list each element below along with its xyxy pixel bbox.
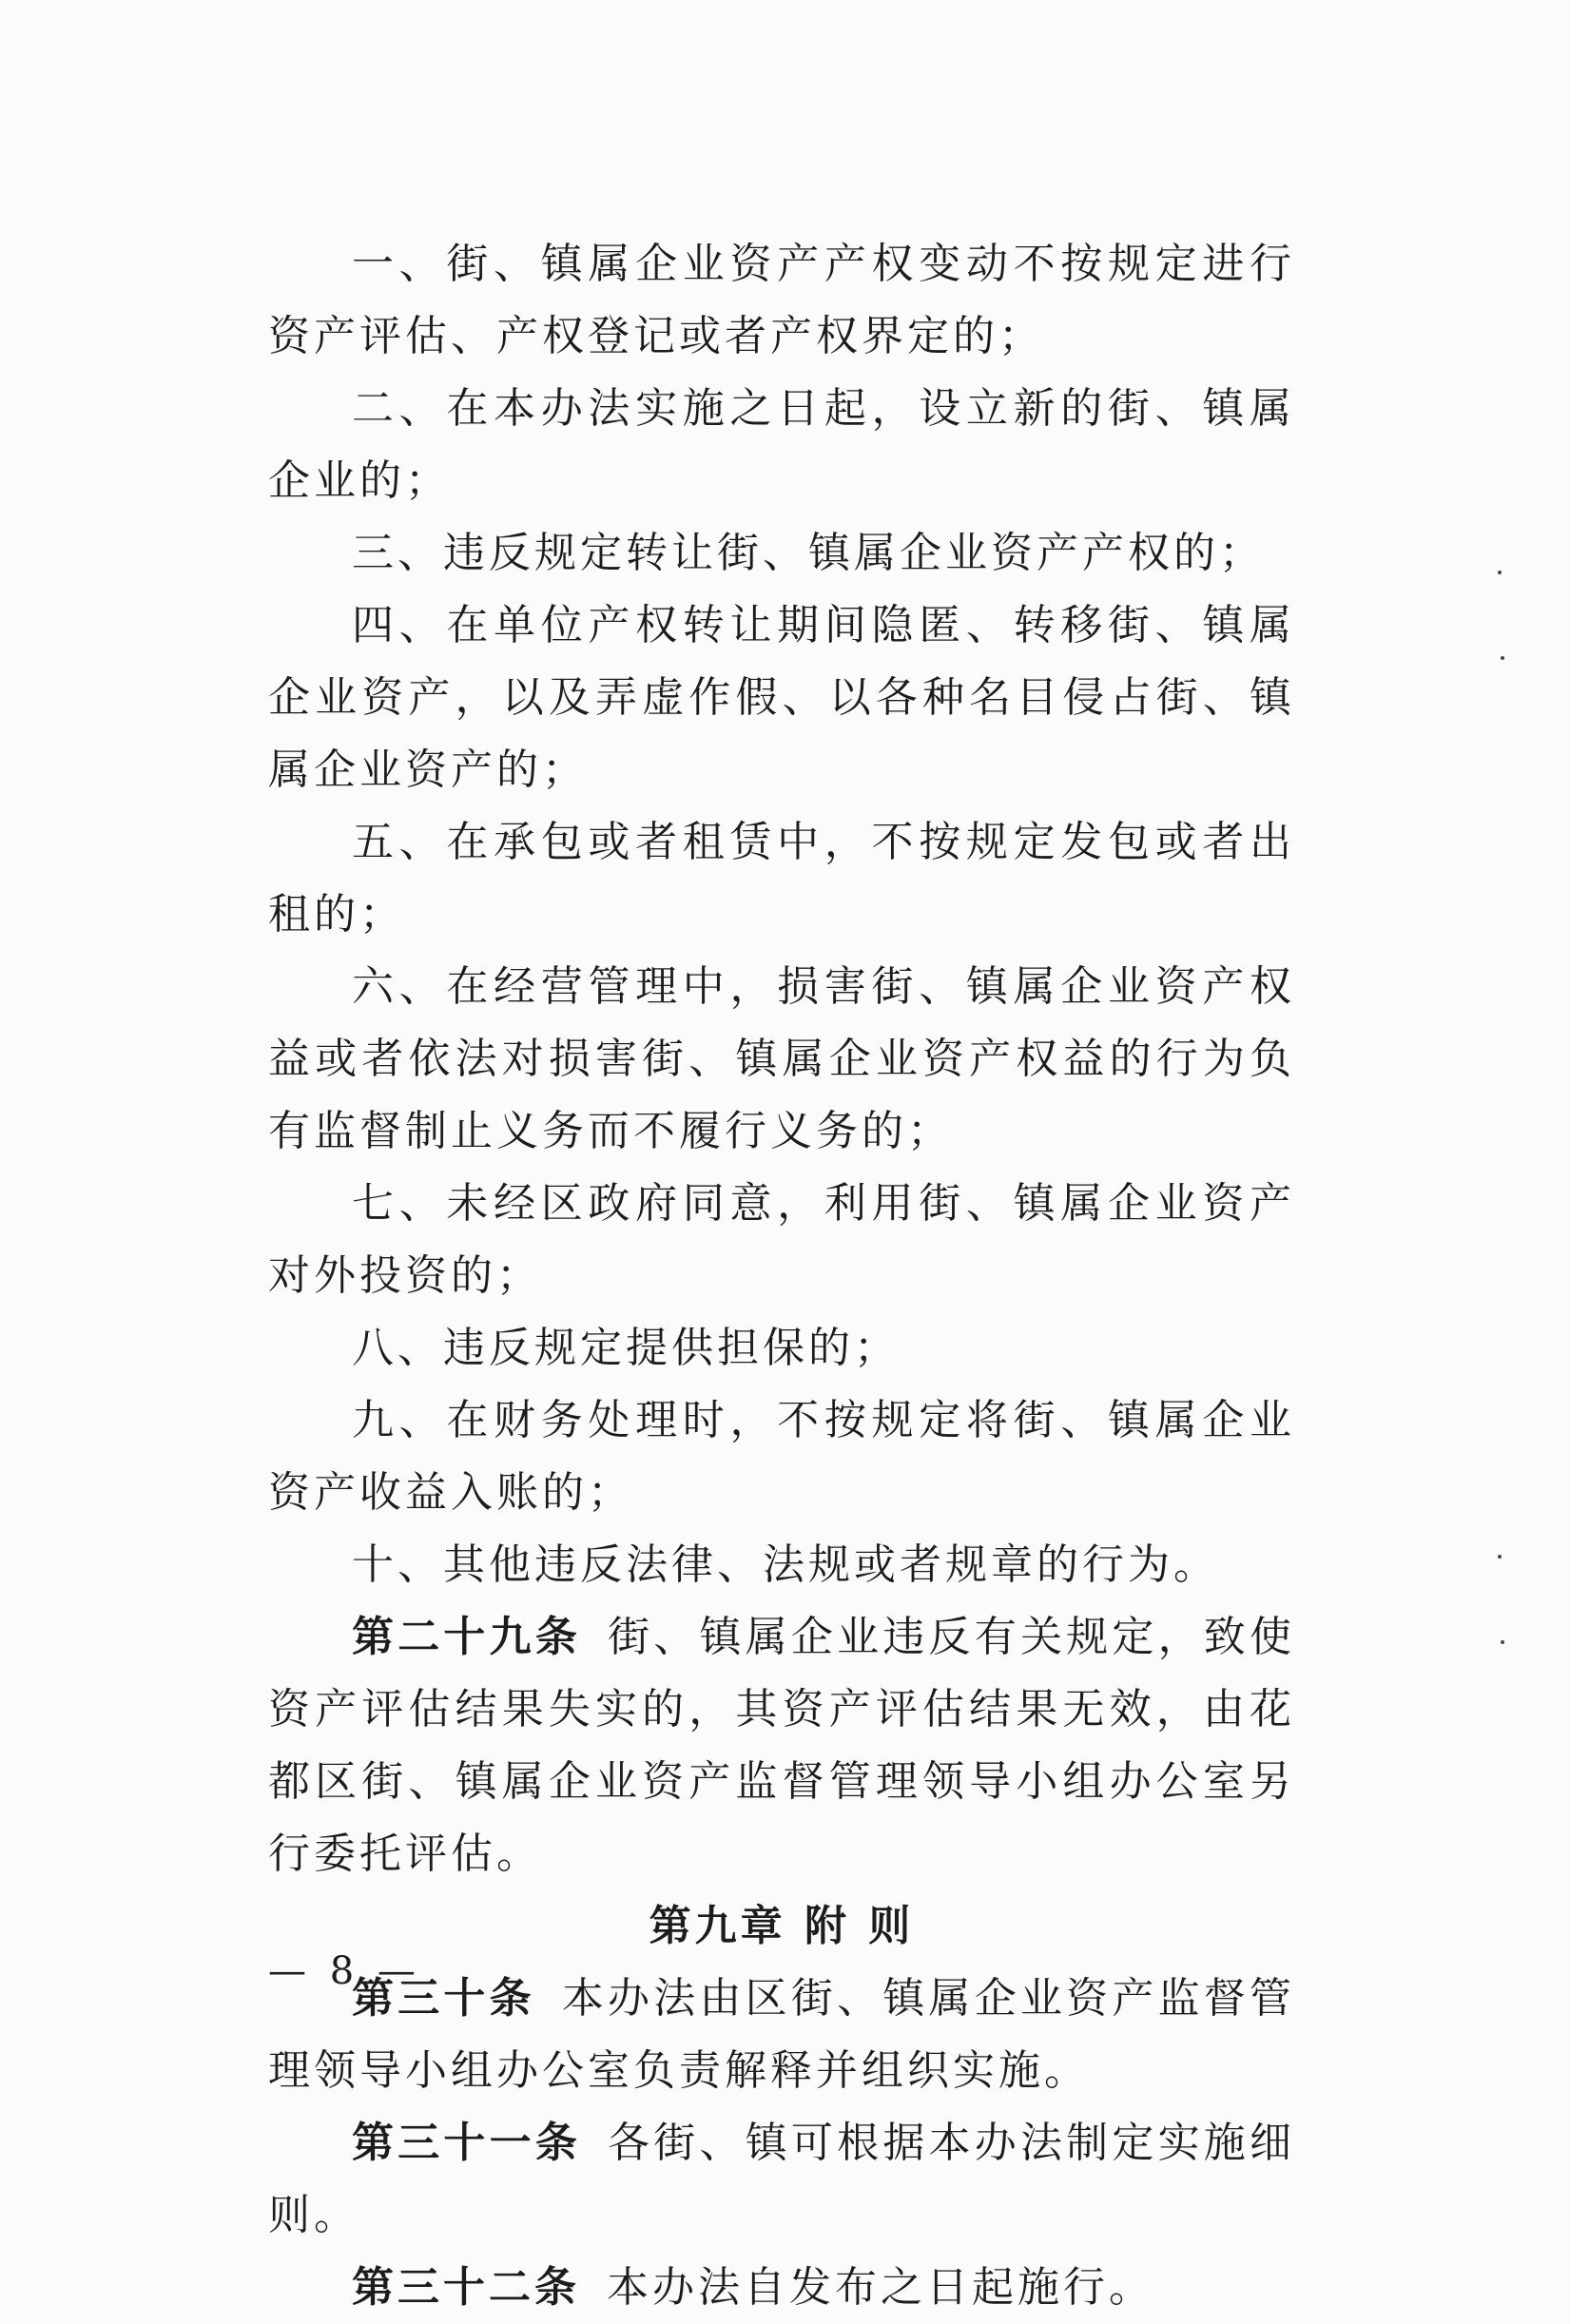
list-item-4: 四、在单位产权转让期间隐匿、转移街、镇属企业资产，以及弄虚作假、以各种名目侵占街、镇属企业资产的； <box>268 601 1295 794</box>
article-32 <box>268 2252 1295 2324</box>
list-item-9: 九、在财务处理时，不按规定将街、镇属企业资产收益入账的； <box>268 1396 1295 1517</box>
article-29-text: 街、镇属企业违反有关规定，致使资产评估结果失实的，其资产评估结果无效，由花都区街、镇属企业资产监督管理领导小组办公室另行委托评估。 <box>268 1613 1296 1878</box>
list-item-1: 一、街、镇属企业资产产权变动不按规定进行资产评估、产权登记或者产权界定的； <box>268 240 1295 360</box>
article-31-text: 各街、镇可根据本办法制定实施细则。 <box>268 2119 1296 2239</box>
article-31 <box>268 2107 1295 2252</box>
document-body <box>268 228 1295 2324</box>
article-30-label: 第三十条 <box>352 1974 535 2023</box>
list-item-7: 七、未经区政府同意，利用街、镇属企业资产对外投资的； <box>268 1179 1295 1300</box>
article-29 <box>268 1601 1295 1890</box>
article-32-label: 第三十二条 <box>352 2263 580 2312</box>
article-32-text: 本办法自发布之日起施行。 <box>607 2263 1154 2312</box>
article-30-text: 本办法由区街、镇属企业资产监督管理领导小组办公室负责解释并组织实施。 <box>268 1974 1296 2095</box>
chapter-heading: 第九章 附 则 <box>649 1902 915 1950</box>
scan-speck <box>1501 656 1504 660</box>
scan-speck <box>1498 571 1502 574</box>
list-item-6: 六、在经营管理中，损害街、镇属企业资产权益或者依法对损害街、镇属企业资产权益的行为负有监督制止义务而不履行义务的； <box>268 962 1295 1155</box>
list-item-2: 二、在本办法实施之日起，设立新的街、镇属企业的； <box>268 384 1295 505</box>
scan-speck <box>1498 1555 1502 1559</box>
article-30 <box>268 1963 1295 2107</box>
list-item-10: 十、其他违反法律、法规或者规章的行为。 <box>352 1540 1219 1589</box>
article-29-label: 第二十九条 <box>352 1613 582 1661</box>
scan-speck <box>1501 1640 1504 1644</box>
list-item-8: 八、违反规定提供担保的； <box>352 1324 900 1372</box>
page-number: — 8 — <box>268 1949 421 1993</box>
list-item-3: 三、违反规定转让街、镇属企业资产产权的； <box>352 529 1265 577</box>
list-item-5: 五、在承包或者租赁中，不按规定发包或者出租的； <box>268 818 1295 939</box>
article-31-label: 第三十一条 <box>352 2119 582 2167</box>
